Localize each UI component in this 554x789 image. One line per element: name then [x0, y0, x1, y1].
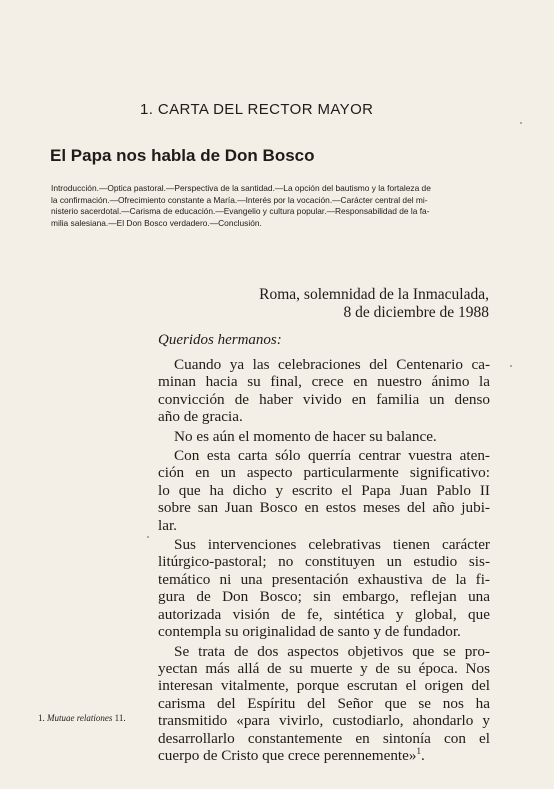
text-line: Con esta carta sólo querría centrar vuestra aten- — [174, 447, 490, 465]
text-line: No es aún el momento de hacer su balance. — [174, 427, 437, 445]
text-line: yectan más allá de su muerte y de su época. Nos — [158, 659, 490, 677]
text-line: interesan vitalmente, porque escrutan el origen del — [158, 677, 490, 695]
footnote — [38, 713, 126, 723]
text-line: carisma del Espíritu del Señor que se nos ha — [158, 694, 490, 712]
text-line: Cuando ya las celebraciones del Centenario ca- — [174, 356, 490, 373]
paragraph — [158, 447, 490, 534]
text-line: lo que ha dicho y escrito el Papa Juan Pablo II — [158, 481, 490, 499]
text-line — [158, 747, 490, 764]
summary-line: la confirmación.—Ofrecimiento constante a María.—Interés por la vocación.—Carácter central del mi- — [51, 194, 428, 205]
text-line: desarrollarlo constantemente en sintonía con el — [158, 729, 490, 747]
summary-line: nisterio sacerdotal.—Carisma de educación.—Evangelio y cultura popular.—Responsabilidad de la fa- — [51, 206, 430, 217]
text-line: año de gracia. — [158, 408, 243, 426]
paragraph — [158, 536, 490, 640]
summary-abstract — [51, 183, 503, 229]
text-line: gura de Don Bosco; sin embargo, reflejan una — [158, 588, 490, 606]
text-line: temático ni una presentación exhaustiva de la fi- — [158, 570, 490, 588]
text-line: sobre san Juan Bosco en estos meses del año jubi- — [158, 499, 490, 517]
text-line-content: cuerpo de Cristo que crece perennemente» — [158, 746, 417, 764]
summary-line: milia salesiana.—El Don Bosco verdadero.—Conclusión. — [51, 217, 262, 228]
paragraph — [158, 643, 490, 765]
footnote-ref: 11. — [114, 713, 126, 723]
text-line: Sus intervenciones celebrativas tienen carácter — [174, 536, 490, 554]
footnote-title: Mutuae relationes — [47, 713, 113, 723]
text-line: autorizada visión de fe, sintética y global, que — [158, 605, 490, 623]
paper-speck — [510, 365, 512, 367]
paragraph — [158, 428, 490, 445]
letter-body — [158, 356, 490, 766]
text-line: Se trata de dos aspectos objetivos que se pro- — [174, 642, 490, 660]
chapter-heading: 1. CARTA DEL RECTOR MAYOR — [140, 101, 374, 118]
text-line: lar. — [158, 516, 177, 534]
place-date-line: 8 de diciembre de 1988 — [343, 304, 489, 321]
paper-speck — [520, 122, 522, 124]
salutation: Queridos hermanos: — [158, 332, 282, 348]
place-date — [200, 286, 489, 322]
text-line: litúrgico-pastoral; no constituyen un estudio sis- — [158, 553, 490, 571]
place-date-line: Roma, solemnidad de la Inmaculada, — [259, 286, 489, 303]
paragraph — [158, 356, 490, 426]
text-line: ción en un aspecto particularmente significativo: — [158, 464, 490, 482]
summary-line: Introducción.—Optica pastoral.—Perspectiva de la santidad.—La opción del bautismo y la fortaleza de — [51, 183, 431, 193]
footnote-number: 1. — [38, 713, 45, 723]
text-line: transmitido «para vivirlo, custodiarlo, ahondarlo y — [158, 712, 490, 730]
text-line: minan hacia su final, crece en nuestro ánimo la — [158, 373, 490, 391]
period: . — [420, 746, 425, 764]
footnote-marker[interactable]: 1 — [416, 745, 421, 756]
text-line: convicción de haber vivido en familia un denso — [158, 390, 490, 408]
article-title: El Papa nos habla de Don Bosco — [50, 146, 315, 165]
text-line: contempla su originalidad de santo y de fundador. — [158, 623, 461, 641]
paper-speck — [147, 536, 149, 538]
